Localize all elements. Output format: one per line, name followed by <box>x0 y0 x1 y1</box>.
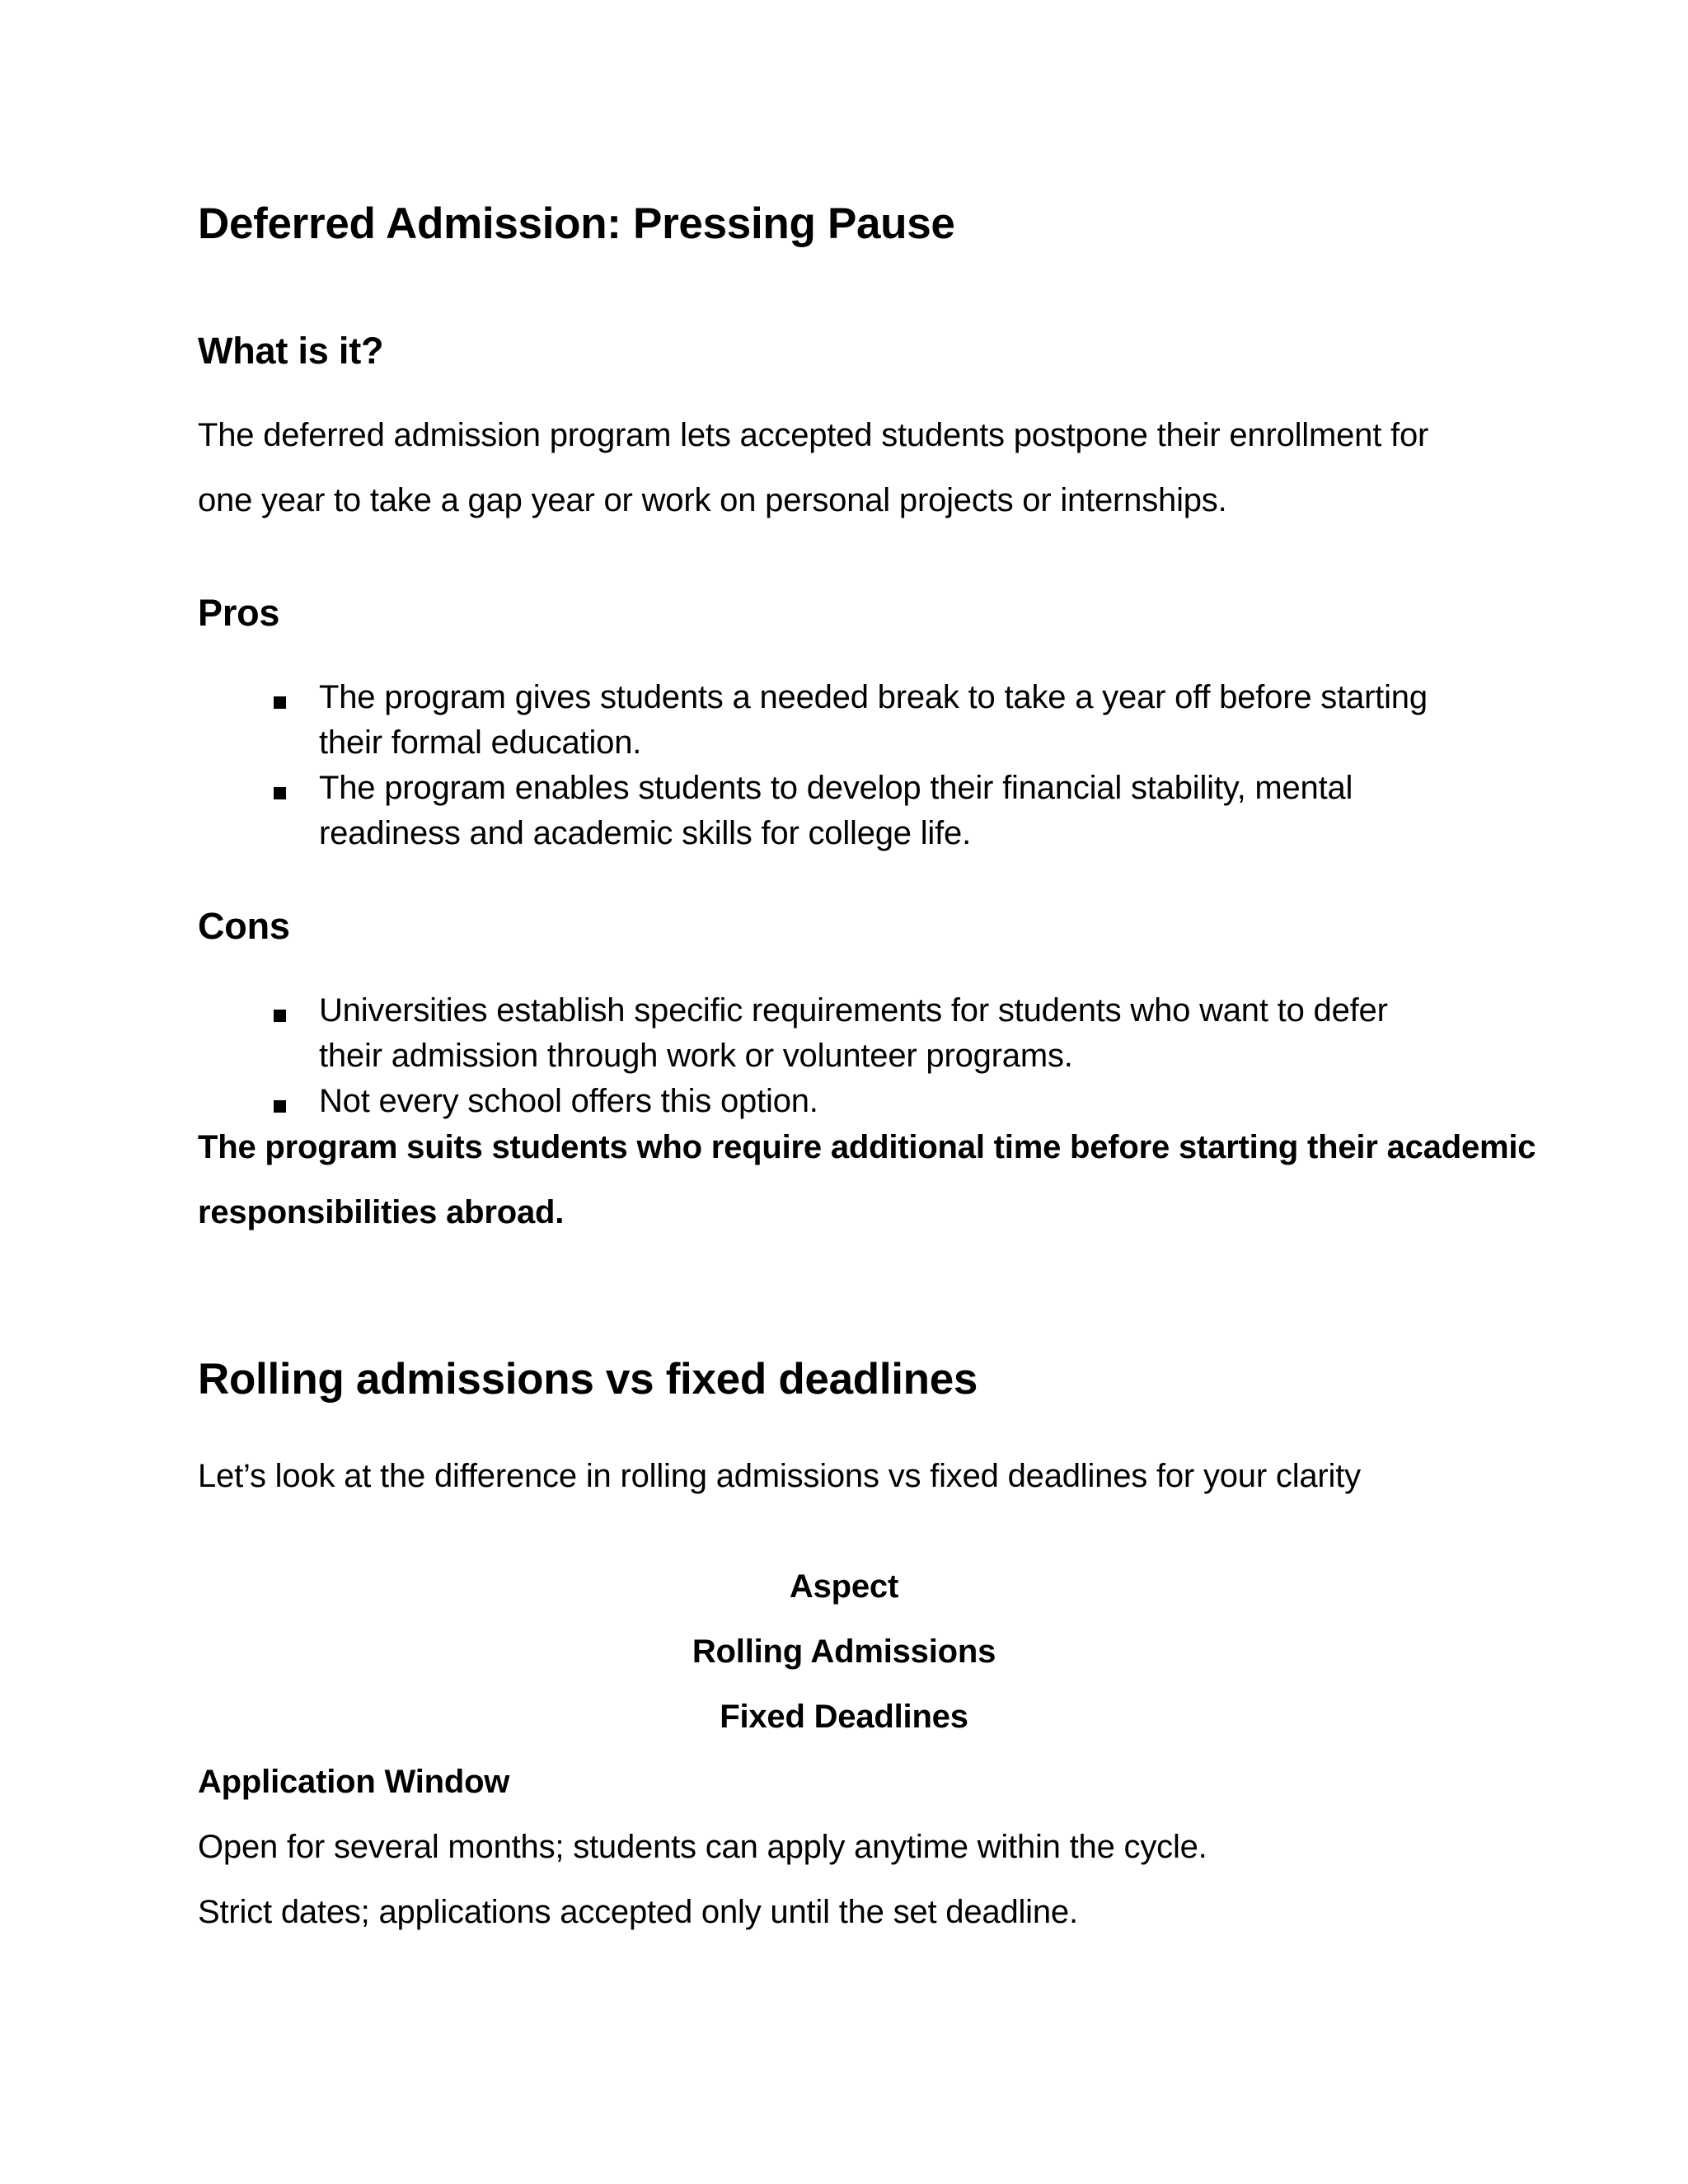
paragraph-line: The deferred admission program lets accepted students postpone their enrollment for <box>198 417 1429 453</box>
list-item-text: Not every school offers this option. <box>319 1083 818 1119</box>
list-item-text: The program enables students to develop their financial stability, mental <box>319 770 1353 806</box>
section-title-deferred-admission: Deferred Admission: Pressing Pause <box>198 199 955 248</box>
list-item-text: their admission through work or volunteer programs. <box>319 1038 1073 1074</box>
bullet-square-icon <box>274 1100 286 1113</box>
table-cell-aspect: Application Window <box>198 1764 510 1800</box>
list-item-text: Universities establish specific requirements for students who want to defer <box>319 992 1388 1029</box>
list-item-text: The program gives students a needed break to take a year off before starting <box>319 679 1428 715</box>
intro-paragraph: Let’s look at the difference in rolling admissions vs fixed deadlines for your clarity <box>198 1458 1361 1494</box>
table-cell-rolling: Open for several months; students can apply anytime within the cycle. <box>198 1829 1207 1865</box>
bullet-square-icon <box>274 1010 286 1022</box>
list-item-text: readiness and academic skills for college life. <box>319 815 971 851</box>
heading-what-is-it: What is it? <box>198 330 384 372</box>
summary-line: responsibilities abroad. <box>198 1194 565 1230</box>
summary-line: The program suits students who require additional time before starting their academic <box>198 1129 1536 1165</box>
bullet-square-icon <box>274 787 286 799</box>
table-header-rolling: Rolling Admissions <box>692 1633 996 1670</box>
section-title-rolling-admissions: Rolling admissions vs fixed deadlines <box>198 1355 978 1404</box>
table-header-aspect: Aspect <box>789 1568 899 1605</box>
table-cell-fixed: Strict dates; applications accepted only until the set deadline. <box>198 1894 1078 1930</box>
bullet-square-icon <box>274 696 286 709</box>
heading-cons: Cons <box>198 905 290 947</box>
list-item-text: their formal education. <box>319 724 642 761</box>
heading-pros: Pros <box>198 592 280 634</box>
table-header-fixed: Fixed Deadlines <box>720 1699 968 1735</box>
paragraph-line: one year to take a gap year or work on personal projects or internships. <box>198 482 1227 518</box>
